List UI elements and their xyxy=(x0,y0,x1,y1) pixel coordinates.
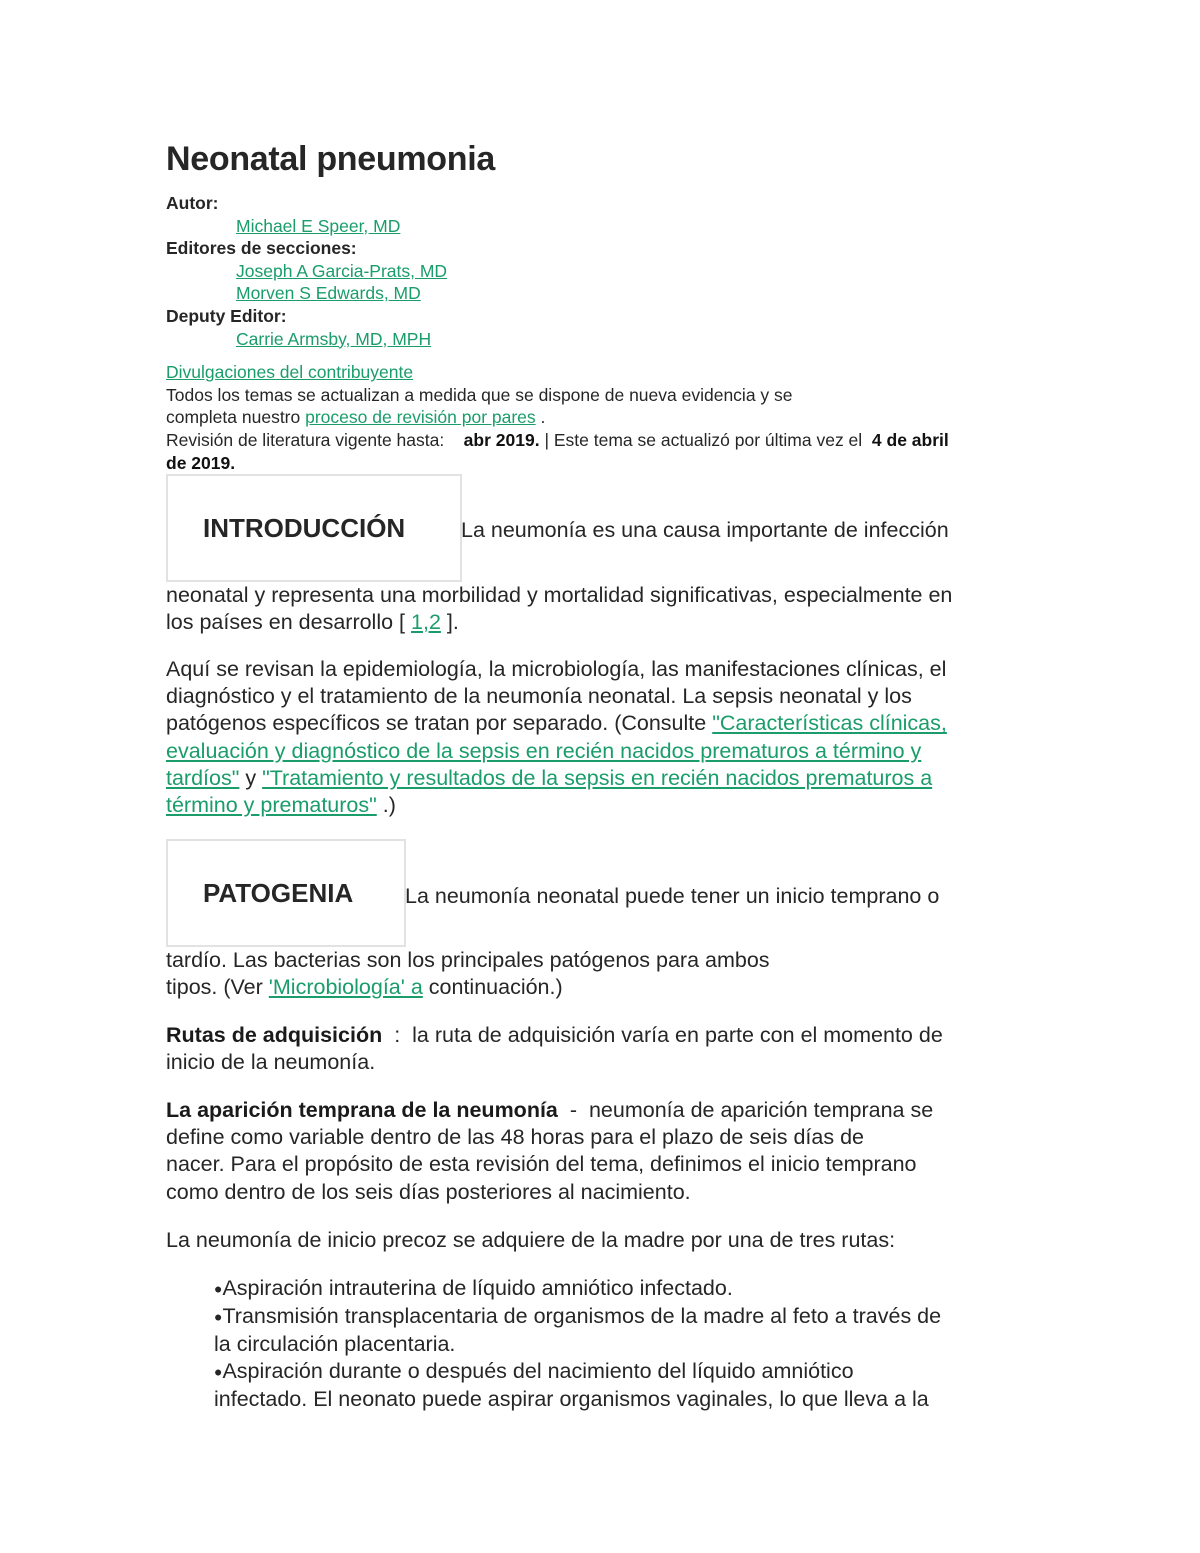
page-title: Neonatal pneumonia xyxy=(166,140,495,178)
routes-paragraph: Rutas de adquisición : la ruta de adquisición varía en parte con el momento de inicio de la neumonía. xyxy=(166,1023,943,1075)
review-dates: Revisión de literatura vigente hasta: abr 2019. | Este tema se actualizó por última vez el 4 de abril de 2019. xyxy=(166,429,949,473)
list-item: ●Aspiración durante o después del nacimiento del líquido amniótico infectado. El neonato puede aspirar organismos vaginales, lo que lleva a la xyxy=(214,1359,929,1411)
deputy-editor-link[interactable]: Carrie Armsby, MD, MPH xyxy=(236,328,432,349)
deputy-editor-label: Deputy Editor: xyxy=(166,305,287,326)
early-onset-paragraph: La aparición temprana de la neumonía - neumonía de aparición temprana se define como variable dentro de las 48 horas para el plazo de seis días de nacer. Para el propósito de esta revisión del tema, definimos el inicio temprano como dentro de los seis días posteriores al nacimiento. xyxy=(166,1098,934,1204)
sepsis-treatment-link[interactable]: "Tratamiento y resultados de la sepsis en recién nacidos prematuros a término y prematuros" xyxy=(166,765,933,818)
section-editor-link-1[interactable]: Joseph A Garcia-Prats, MD xyxy=(236,260,448,281)
author-label: Autor: xyxy=(166,193,219,213)
intro-heading: INTRODUCCIÓN xyxy=(166,474,462,582)
pathogenesis-heading: PATOGENIA xyxy=(166,839,406,947)
list-item: ●Aspiración intrauterina de líquido amniótico infectado. xyxy=(214,1276,733,1300)
pathogenesis-paragraph-1: tardío. Las bacterias son los principales patógenos para ambos tipos. (Ver 'Microbiología' a continuación.) xyxy=(166,948,770,1000)
section-editor-link-2[interactable]: Morven S Edwards, MD xyxy=(236,283,421,304)
citation-link[interactable]: 1,2 xyxy=(411,610,441,635)
section-editors-label: Editores de secciones: xyxy=(166,238,357,259)
update-notice: Todos los temas se actualizan a medida que se dispone de nueva evidencia y se completa nuestro proceso de revisión por pares . xyxy=(166,384,793,428)
sepsis-diagnosis-link[interactable]: "Características clínicas, evaluación y diagnóstico de la sepsis en recién nacidos prematuros a término y tardíos" xyxy=(166,711,947,790)
intro-paragraph-1: neonatal y representa una morbilidad y mortalidad significativas, especialmente en los países en desarrollo [ 1,2 ]. xyxy=(166,583,953,635)
author-link[interactable]: Michael E Speer, MD xyxy=(236,215,401,236)
article-meta xyxy=(166,192,1046,474)
peer-review-link[interactable]: proceso de revisión por pares xyxy=(305,407,536,428)
intro-paragraph-2: Aquí se revisan la epidemiología, la microbiología, las manifestaciones clínicas, el diagnóstico y el tratamiento de la neumonía neonatal. La sepsis neonatal y los patógenos específicos se tratan por separado. (Consulte "Características clínicas, evaluación y diagnóstico de la sepsis en recién nacidos prematuros a término y tardíos" y "Tratamiento y resultados de la sepsis en recién nacidos prematuros a término y prematuros" .) xyxy=(166,657,947,818)
three-routes-paragraph: La neumonía de inicio precoz se adquiere de la madre por una de tres rutas: xyxy=(166,1228,896,1252)
list-item: ●Transmisión transplacentaria de organismos de la madre al feto a través de la circulación placentaria. xyxy=(214,1303,942,1356)
intro-lead: La neumonía es una causa importante de infección xyxy=(461,518,949,542)
microbiology-link[interactable]: 'Microbiología' a xyxy=(268,975,423,1000)
routes-list xyxy=(214,1275,1054,1413)
pathogenesis-lead: La neumonía neonatal puede tener un inicio temprano o xyxy=(405,884,940,908)
disclosures-link[interactable]: Divulgaciones del contribuyente xyxy=(166,362,414,383)
